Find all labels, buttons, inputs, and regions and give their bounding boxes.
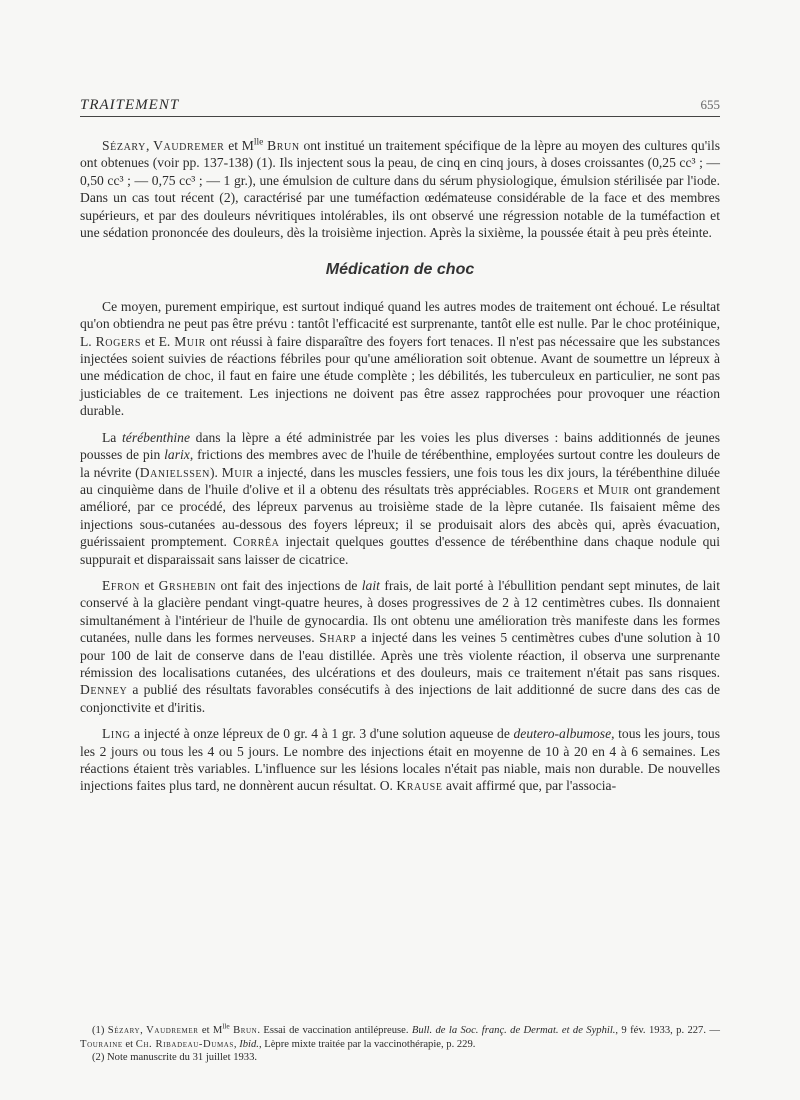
- author-name: Rogers: [533, 481, 580, 497]
- paragraph-4: Efron et Grshebin ont fait des injections de lait frais, de lait porté à l'ébullition pendant sept minutes, de lait conservé à la glacière pendant vingt-quatre heures, à doses progressives de 2 à 12 centimètres cubes. Ils donnaient simultanément à l'intérieur de l'huile de gynocardia. Ils ont obtenu une amélioration très manifeste dans les formes cutanées, nulle dans les formes nerveuses. Sharp a injecté dans les veines 5 centimètres cubes d'une solution à 10 pour 100 de lait de conserve dans de l'eau distillée. Après une très violente réaction, il observa une surprenante rémission des localisations cutanées, des ulcérations et des douleurs, mais ce traitement n'était pas sans risques. Denney a publié des résultats favorables consécutifs à des injections de lait additionné de sucre dans des cas de conjonctivite et d'iritis.: [80, 577, 721, 715]
- running-title: TRAITEMENT: [80, 97, 180, 113]
- author-name: Krause: [396, 778, 443, 794]
- emphasis: larix: [164, 447, 190, 463]
- author-name: Touraine: [80, 1038, 123, 1050]
- footnotes: [80, 1021, 720, 1065]
- emphasis: térébenthine: [122, 429, 190, 445]
- paragraph-5: Ling a injecté à onze lépreux de 0 gr. 4 à 1 gr. 3 d'une solution aqueuse de deutero-albumose, tous les jours, tous les 2 jours ou tous les 4 ou 5 jours. Le nombre des injections était en moyenne de 10 à 20 en 4 à 6 semaines. Les réactions étaient très variables. L'influence sur les lésions locales n'était pas niable, mais non durable. De nouvelles injections faites plus tard, ne donnèrent aucun résultat. O. Krause avait affirmé que, par l'associa-: [80, 726, 720, 794]
- author-name: Muir: [174, 333, 206, 349]
- author-name: Brun: [233, 1025, 258, 1036]
- journal-title: Ibid.: [239, 1038, 259, 1050]
- footnote-1: (1) Sézary, Vaudremer et $M^{lle}$ Brun. Essai de vaccination antilépreuse. Bull. de la Soc. franç. de Dermat. et de Syphil., 9 fév. 1933, p. 227. — Touraine et Ch. Ribadeau-Dumas, Ibid., Lèpre mixte traitée par la vaccinothérapie, p. 229.: [80, 1021, 720, 1050]
- page-number: 655: [700, 97, 720, 112]
- body-text: [80, 137, 720, 804]
- author-name: Vaudremer: [153, 138, 225, 153]
- author-name: Ling: [102, 726, 131, 742]
- author-name: Grshebin: [158, 577, 217, 593]
- author-name: Denney: [80, 682, 128, 698]
- paragraph-2: Ce moyen, purement empirique, est surtout indiqué quand les autres modes de traitement ont échoué. Le résultat qu'on obtiendra ne peut pas être prévu : tantôt l'efficacité est surprenante, tantôt elle est nulle. Par le choc protéinique, L. Rogers et E. Muir ont réussi à faire disparaître des foyers fort tenaces. Il n'est pas nécessaire que les substances injectées soient suivies de réactions fébriles pour qu'une amélioration soit obtenue. Avant de soumettre un lépreux à une médication de choc, il faut en faire une étude complète ; les débilités, les tuberculeux en particulier, ne sont pas justiciables de ce traitement. Les injections ne doivent pas être assez rapprochées pour provoquer une réaction durable.: [80, 298, 720, 419]
- emphasis: lait: [361, 577, 380, 593]
- author-name: Corrêa: [232, 534, 280, 550]
- author-name: Brun: [267, 138, 300, 153]
- author-name: Ch. Ribadeau-Dumas: [135, 1038, 234, 1050]
- running-header: [80, 97, 720, 117]
- author-name: Muir: [597, 481, 630, 497]
- author-name: Danielssen: [139, 464, 210, 480]
- author-name: Sézary: [102, 138, 146, 153]
- author-name: Muir: [221, 464, 254, 480]
- section-heading: Médication de choc: [325, 261, 475, 279]
- journal-title: Bull. de la Soc. franç. de Dermat. et de Syphil.: [411, 1025, 616, 1036]
- emphasis: deutero-albumose: [513, 726, 612, 742]
- author-name: Sharp: [319, 630, 357, 646]
- author-name: Vaudremer: [146, 1025, 199, 1036]
- author-name: Rogers: [95, 333, 142, 349]
- footnote-2: (2) Note manuscrite du 31 juillet 1933.: [92, 1052, 258, 1064]
- author-name: Efron: [102, 577, 140, 593]
- paragraph-1: Sézary, Vaudremer et $M^{lle}$ Brun ont institué un traitement spécifique de la lèpre au moyen des cultures qu'ils ont obtenues (voir pp. 137-138) (1). Ils injectent sous la peau, de cinq en cinq jours, à doses croissantes (0,25 cc³ ; — 0,50 cc³ ; — 0,75 cc³ ; — 1 gr.), une émulsion de culture dans du sérum physiologique, émulsion stérilisée par l'iode. Dans un cas tout récent (2), caractérisé par une tuméfaction œdémateuse considérable de la face et des membres supérieurs, et par des douleurs névritiques intolérables, ils ont observé une régression notable de la tuméfaction et une sédation prononcée des douleurs, dès la troisième injection. Après la sixième, la poussée était à peu près éteinte.: [80, 137, 721, 241]
- author-name: Sézary: [107, 1025, 141, 1036]
- paragraph-3: La térébenthine dans la lèpre a été administrée par les voies les plus diverses : bains additionnés de jeunes pousses de pin larix, frictions des membres avec de l'huile de térébenthine, employées surtout contre les douleurs de la névrite (Danielssen). Muir a injecté, dans les muscles fessiers, une fois tous les dix jours, la térébenthine diluée au cinquième dans de l'huile d'olive et il a obtenu des résultats très appréciables. Rogers et Muir ont grandement amélioré, par ce procédé, des lépreux parvenus au troisième stade de la lèpre cutanée. Ils faisaient même des injections sous-cutanées au-dessous des foyers lépreux; il se produisait alors des abcès qui, après évacuation, guérissaient promptement. Corrêa injectait quelques gouttes d'essence de térébenthine dans chaque nodule qui suppurait et disparaissait sans laisser de cicatrice.: [80, 429, 721, 567]
